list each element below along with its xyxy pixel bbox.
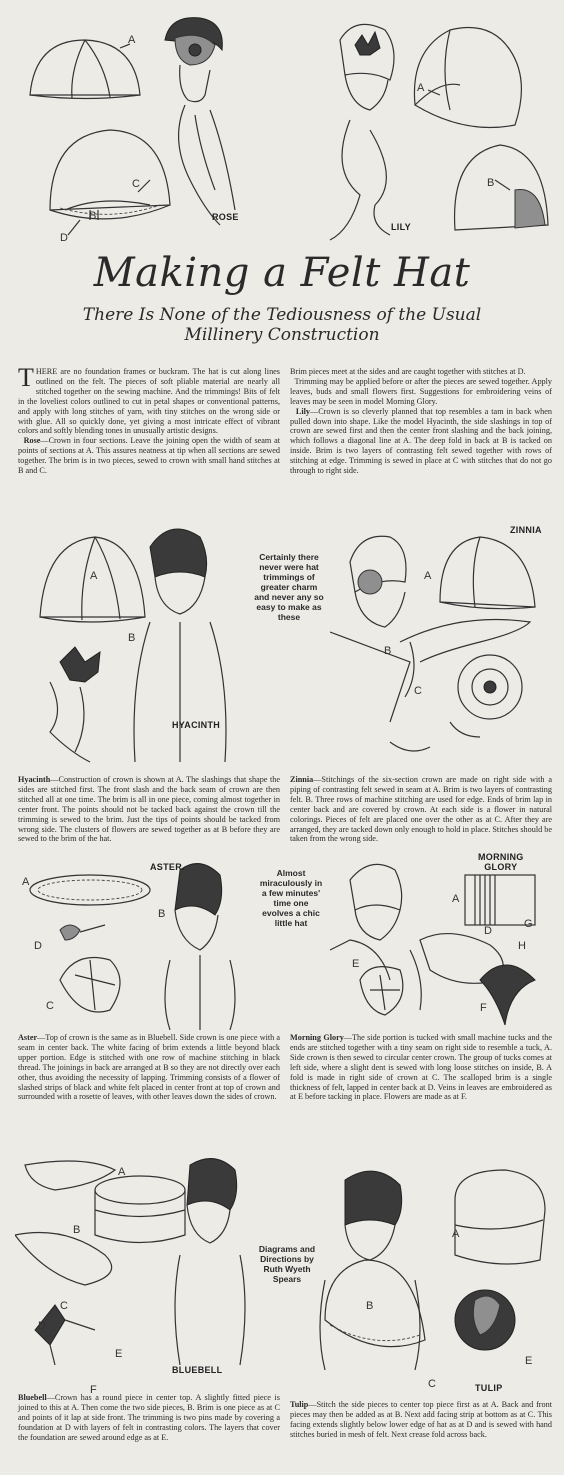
aster-caption xyxy=(18,1033,280,1102)
aster-heading: Aster xyxy=(18,1033,38,1042)
hyacinth-caption xyxy=(18,775,280,844)
bluebell-label: BLUEBELL xyxy=(172,1365,223,1375)
morning-glory-label-line1: MORNING xyxy=(478,852,524,862)
letter-h: H xyxy=(518,940,526,952)
letter-c: C xyxy=(132,178,140,190)
drop-cap: T xyxy=(18,363,34,392)
hyacinth-illustration xyxy=(30,522,260,772)
intro-column-1 xyxy=(18,363,280,476)
morning-glory-text: —The side portion is tucked with small machine tucks and the ends are stitched together with a tiny seam on right side to resemble a tuck, A. Side crown is then sewed to circular center crown. The group of tucks comes at left side, where a slight dent is sewed with long loose stitches on inside, B. A fold is made in right side of crown at C. The scalloped brim is a single thickness of felt, lapped in center back at D. Veins in leaves are embroidered as at E before tacking in place. Flowers are made as at F. xyxy=(290,1033,552,1102)
hyacinth-text: —Construction of crown is shown at A. The slashings that shape the sides are stitched first. The front slash and the back seam of crown are then stitched all at one time. The brim is all in one piece, coming almost together in center front. The points should not be tacked back against the crown till the trimming is sewed to the brim. Just the tips of points should be tacked from wrong side. The clusters of flowers are sewed together as at B before they are sewed to the brim of the hat. xyxy=(18,775,280,844)
letter-b: B xyxy=(384,645,392,657)
aster-label: ASTER. xyxy=(150,862,185,872)
morning-glory-heading: Morning Glory xyxy=(290,1033,344,1042)
zinnia-label: ZINNIA xyxy=(510,525,542,535)
zinnia-caption xyxy=(290,775,552,844)
subtitle-line-2: Millinery Construction xyxy=(184,325,380,345)
letter-d: D xyxy=(38,1320,46,1332)
intro-column-2 xyxy=(290,367,552,476)
letter-e: E xyxy=(115,1348,123,1360)
trimming-text: Trimming may be applied before or after the pieces are sewed together. Apply leaves, buds and small flowers first. Suggestions for embroidering veins of leaves may be seen in model Morning Glory. xyxy=(290,376,553,406)
rose-heading: Rose xyxy=(23,436,41,446)
hyacinth-heading: Hyacinth xyxy=(18,775,51,784)
letter-b: B xyxy=(73,1224,81,1236)
letter-a: A xyxy=(452,893,460,905)
hyacinth-label: HYACINTH xyxy=(172,720,221,730)
letter-b: B xyxy=(487,177,495,189)
letter-e: E xyxy=(525,1355,533,1367)
aster-illustration xyxy=(20,860,260,1030)
lily-heading: Lily xyxy=(295,406,311,416)
rose-label: ROSE xyxy=(212,212,239,222)
lily-illustration xyxy=(300,10,555,245)
subtitle-line-1: There Is None of the Tediousness of the Usual xyxy=(82,305,482,325)
letter-f: F xyxy=(480,1002,487,1014)
tulip-label: TULIP xyxy=(475,1383,503,1393)
page-title: Making a Felt Hat xyxy=(93,250,471,296)
letter-c: C xyxy=(60,1300,68,1312)
letter-b: B xyxy=(158,908,166,920)
morning-glory-label-line2: GLORY xyxy=(484,862,518,872)
bluebell-caption xyxy=(18,1393,280,1443)
lily-label: LILY xyxy=(391,222,411,232)
letter-a: A xyxy=(22,876,30,888)
letter-f: F xyxy=(90,1384,97,1396)
letter-c: C xyxy=(428,1378,436,1390)
bluebell-text: —Crown has a round piece in center top. A slightly fitted piece is joined to this at A. Then come the two side pieces, B. Brim is one piece as at C and points of it lap at side front. The trimming is two pins made by covering a foundation at D with layers of felt in contrasting colors. The layers that cover the foundation are sewed around edge as at E. xyxy=(18,1393,280,1442)
letter-g: G xyxy=(524,918,533,930)
intro-paragraph: HERE are no foundation frames or buckram. The hat is cut along lines outlined on the felt. The pieces of soft pliable material are nearly all stitched together on the sewing machine. And the trimmings! Bits of felt in the loveliest colors outlined to cut in petal shapes or conventional patterns, and apply with long stitches of yarn, with tiny stitches on the wrong side or with glue. All so quickly done, yet giving a most intricate effect of vibrant colors and softly blending tones in unusually artistic designs. xyxy=(18,367,280,436)
letter-d: D xyxy=(60,232,68,244)
bluebell-heading: Bluebell xyxy=(18,1393,47,1402)
page-subtitle xyxy=(0,305,564,345)
letter-a: A xyxy=(424,570,432,582)
charm-callout: Certainly there never were hat trimmings of greater charm and never any so easy to make as these xyxy=(254,552,324,622)
credit-callout: Diagrams and Directions by Ruth Wyeth Spears xyxy=(258,1244,316,1284)
tulip-heading: Tulip xyxy=(290,1400,309,1409)
bluebell-illustration xyxy=(15,1155,265,1370)
letter-b: B xyxy=(128,632,136,644)
letter-a: A xyxy=(90,570,98,582)
aster-text: —Top of crown is the same as in Bluebell. Side crown is one piece with a seam in center back. The white facing of brim extends a little beyond black upper portion. Edge is stitched with one row of machine stitching in black thread. The joinings in back are arranged at B so they are not directly over each other, thus avoiding the necessity of lapping. Trimming consists of a flower of slashed strips of black and white felt placed in center front at top of crown and surrounded with a rosette of leaves, with other leaves down the sides of crown. xyxy=(18,1033,280,1102)
tulip-caption xyxy=(290,1400,552,1440)
zinnia-heading: Zinnia xyxy=(290,775,314,784)
rose-text: —Crown in four sections. Leave the joining open the width of seam at points of sections at A. This assures neatness at tip when all sections are sewed together. The brim is in two pieces, sewed to crown with small hand stitches at B and C. xyxy=(18,436,280,476)
letter-d: D xyxy=(34,940,42,952)
letter-a: A xyxy=(118,1166,126,1178)
zinnia-text: —Stitchings of the six-section crown are made on right side with a piping of contrasting felt sewed in seam at A. Brim is two layers of contrasting felt. B. Three rows of machine stitching are used for edge. Ends of brim lap in center back and are covered by crown. At each side is a flower in natural colorings. Pieces of felt are placed one over the other as at C. After they are arranged, they are tacked down only enough to hold in place. Stitches should be taken from the wrong side. xyxy=(290,775,552,844)
zinnia-illustration xyxy=(330,522,555,772)
brim-text: Brim pieces meet at the sides and are caught together with stitches at D. xyxy=(290,367,526,376)
letter-b: B xyxy=(366,1300,374,1312)
letter-c: C xyxy=(414,685,422,697)
letter-c: C xyxy=(46,1000,54,1012)
lily-text: —Crown is so cleverly planned that top resembles a tam in back when pulled down into shape. Like the model Hyacinth, the side slashings in top of crown are sewed first and then the center front slashing and the back joining, which follows a diagonal line at A. The deep fold in back at B is tacked on inside. Brim is two layers of contrasting felt sewed together with rows of stitching at edge. Trimming is sewed in place at C with stitches that do not go through to right side. xyxy=(290,406,552,476)
morning-glory-label xyxy=(478,852,524,872)
tulip-text: —Stitch the side pieces to center top piece first as at A. Back and front pieces may then be added as at B. Next add facing strip at bottom as at C. This facing extends slightly below lower edge of hat as at D and is sewed with hand stitches buried in mesh of felt. Next crease fold across back. xyxy=(290,1400,552,1439)
letter-a: A xyxy=(128,34,136,46)
letter-e: E xyxy=(352,958,360,970)
tulip-illustration xyxy=(305,1160,555,1385)
minutes-callout: Almost miraculously in a few minutes' time one evolves a chic little hat xyxy=(259,868,323,928)
morning-glory-caption xyxy=(290,1033,552,1102)
letter-a: A xyxy=(452,1228,460,1240)
letter-a: A xyxy=(417,82,425,94)
letter-b: B xyxy=(89,210,97,222)
letter-d: D xyxy=(484,925,492,937)
